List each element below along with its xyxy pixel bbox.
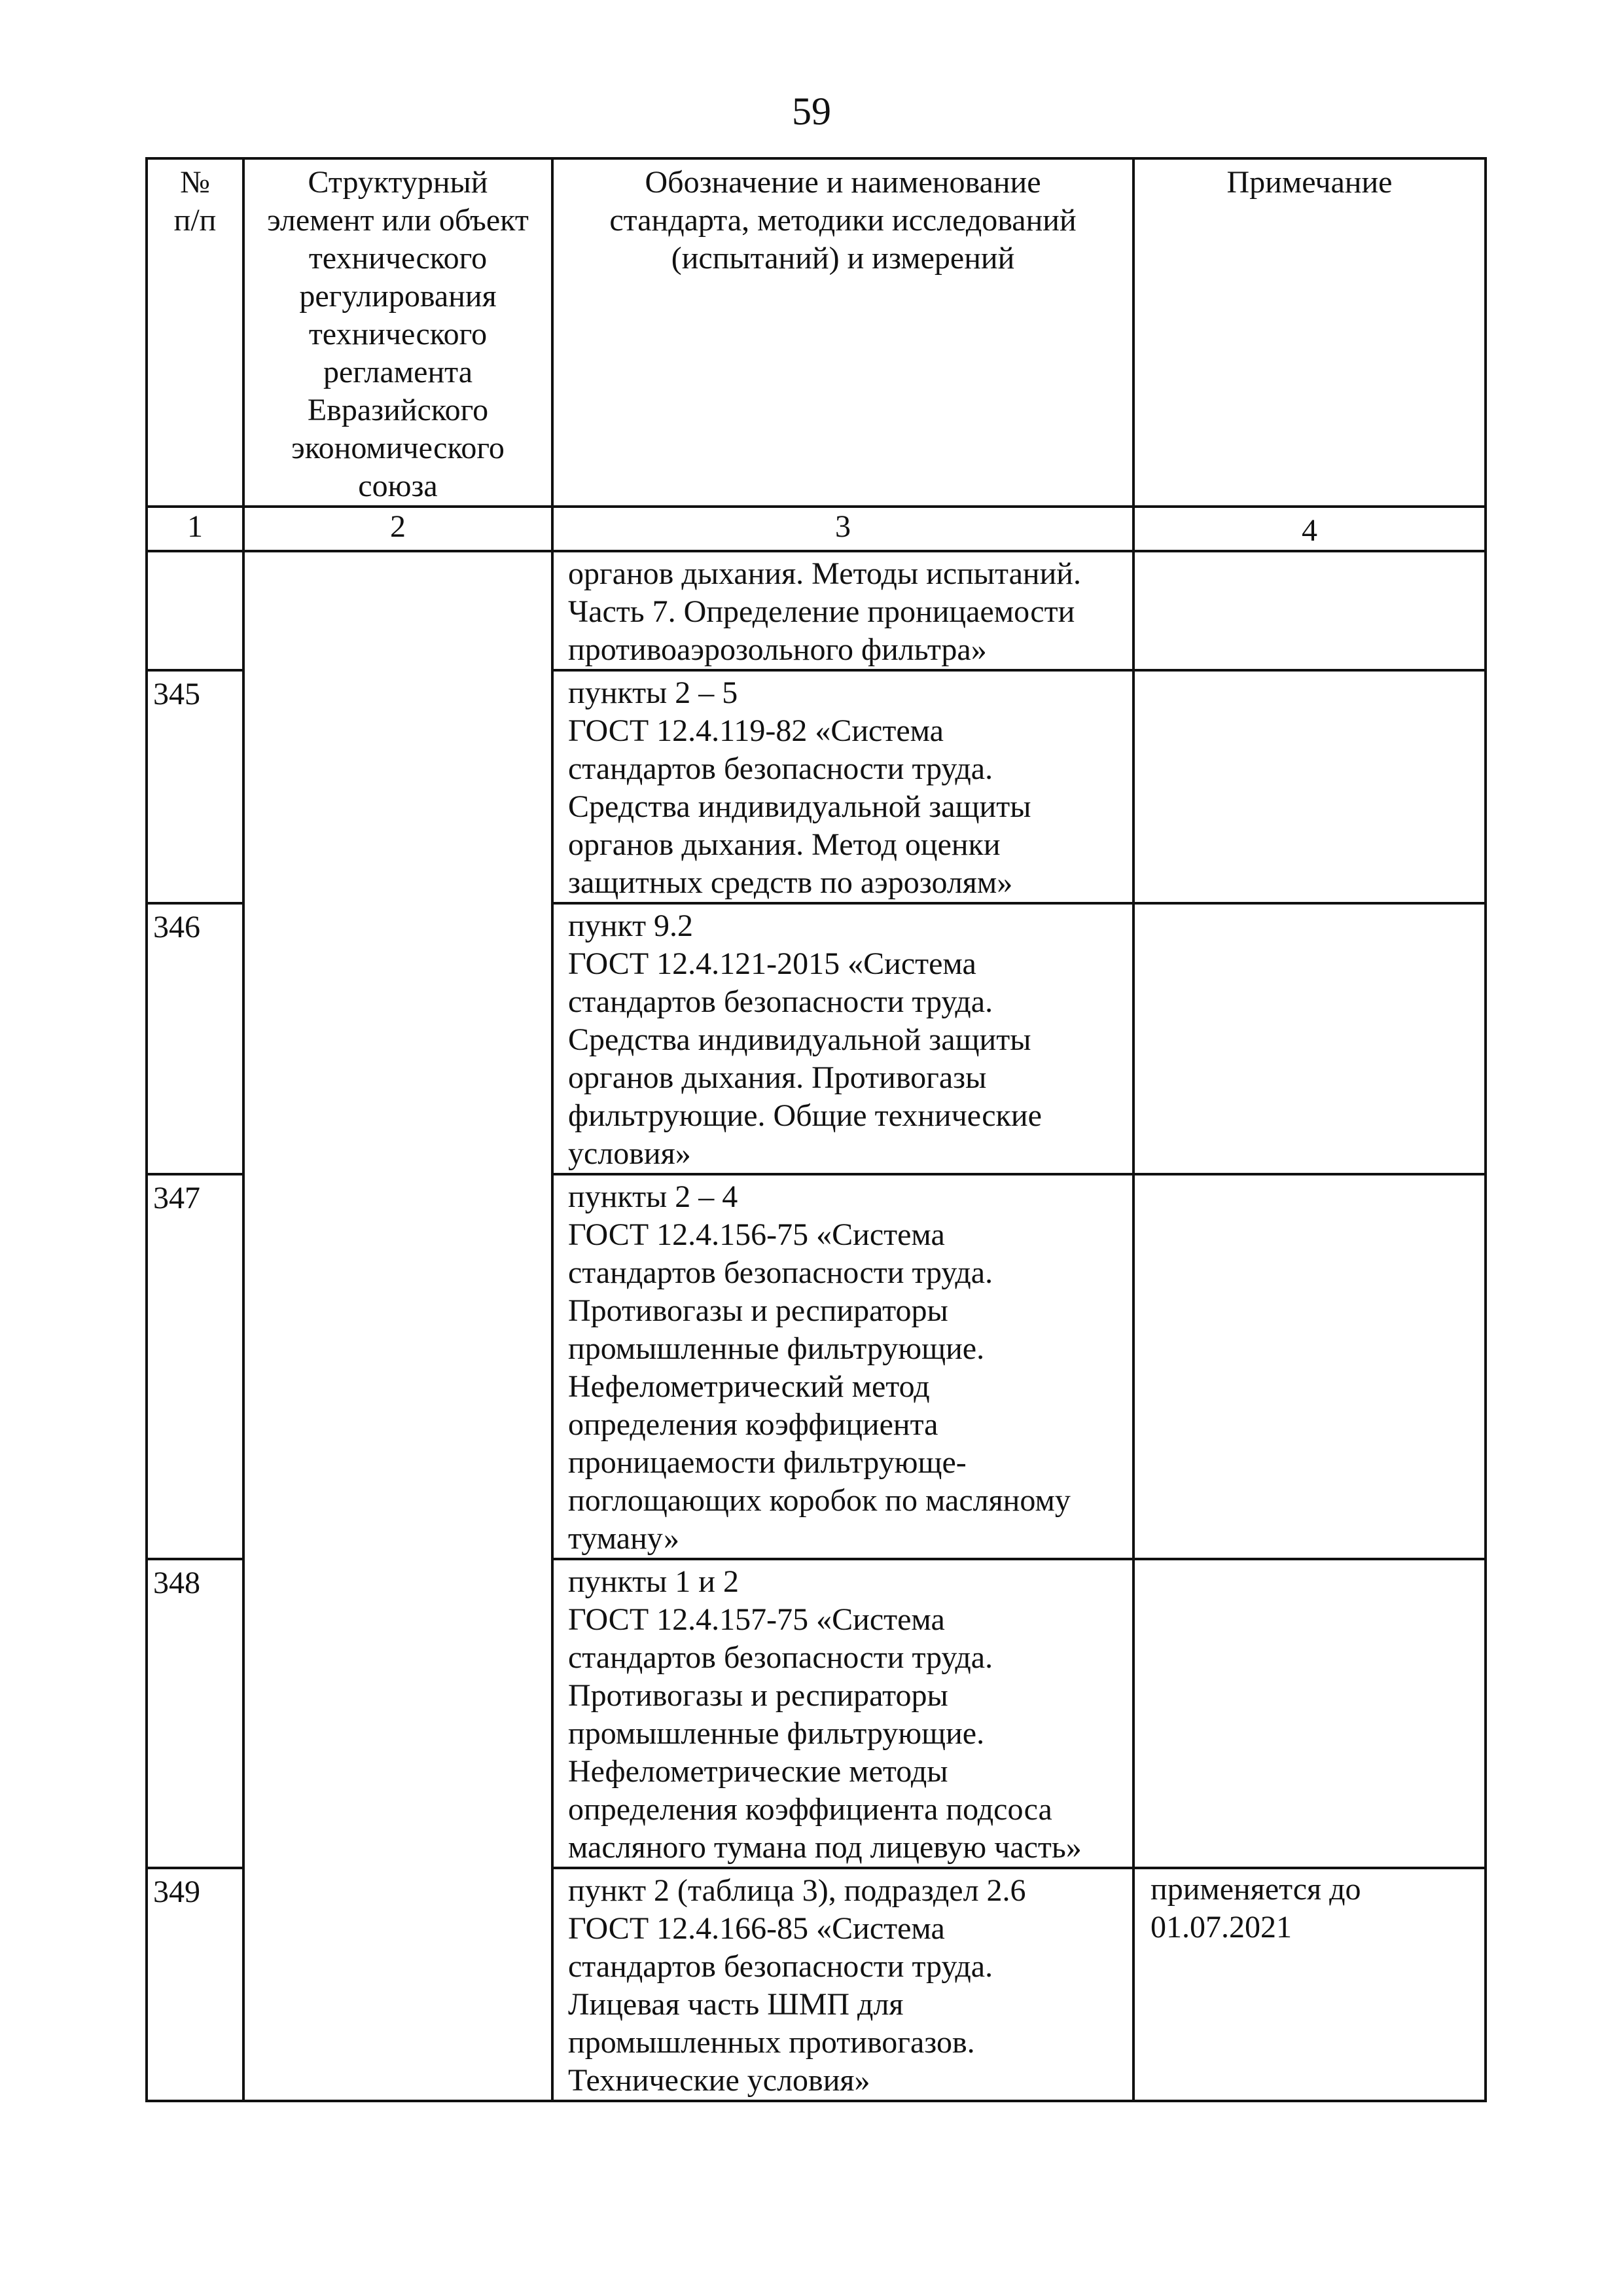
column-number: 2 (243, 507, 552, 551)
column-number-row (147, 507, 1486, 551)
standard-cell: пункты 1 и 2 ГОСТ 12.4.157-75 «Система стандартов безопасности труда. Противогазы и респираторы промышленные фильтрующие. Нефелометрические методы определения коэффициента подсоса масляного тумана под лицевую часть» (552, 1559, 1133, 1868)
standard-cell: пункты 2 – 5 ГОСТ 12.4.119-82 «Система стандартов безопасности труда. Средства индивидуальной защиты органов дыхания. Метод оценки защитных средств по аэрозолям» (552, 670, 1133, 903)
note-cell (1133, 1174, 1486, 1559)
row-number: 346 (147, 903, 243, 1174)
row-number: 348 (147, 1559, 243, 1868)
table-row (147, 551, 1486, 670)
standards-table (145, 157, 1487, 2102)
page-number: 59 (792, 90, 831, 133)
row-number: 347 (147, 1174, 243, 1559)
standard-cell: пункт 9.2 ГОСТ 12.4.121-2015 «Система стандартов безопасности труда. Средства индивидуальной защиты органов дыхания. Противогазы фильтрующие. Общие технические условия» (552, 903, 1133, 1174)
note-cell (1133, 551, 1486, 670)
table-header-row (147, 158, 1486, 507)
column-number: 3 (552, 507, 1133, 551)
row-number: 345 (147, 670, 243, 903)
column-number: 1 (147, 507, 243, 551)
note-cell (1133, 1559, 1486, 1868)
structural-element-cell (243, 551, 552, 2101)
note-cell (1133, 903, 1486, 1174)
row-number (147, 551, 243, 670)
standard-cell: органов дыхания. Методы испытаний. Часть 7. Определение проницаемости противоаэрозольного фильтра» (552, 551, 1133, 670)
header-standard: Обозначение и наименование стандарта, методики исследований (испытаний) и измерений (552, 158, 1133, 507)
header-number: № п/п (147, 158, 243, 507)
note-cell (1133, 670, 1486, 903)
column-number: 4 (1133, 507, 1486, 551)
standard-cell: пункт 2 (таблица 3), подраздел 2.6 ГОСТ 12.4.166-85 «Система стандартов безопасности труда. Лицевая часть ШМП для промышленных противогазов. Технические условия» (552, 1868, 1133, 2101)
note-cell: применяется до 01.07.2021 (1133, 1868, 1486, 2101)
header-structural-element: Структурный элемент или объект технического регулирования технического регламента Евразийского экономического союза (243, 158, 552, 507)
standard-cell: пункты 2 – 4 ГОСТ 12.4.156-75 «Система стандартов безопасности труда. Противогазы и респираторы промышленные фильтрующие. Нефелометрический метод определения коэффициента проницаемости фильтрующе- поглощающих коробок по масляному туману» (552, 1174, 1133, 1559)
header-note: Примечание (1133, 158, 1486, 507)
row-number: 349 (147, 1868, 243, 2101)
